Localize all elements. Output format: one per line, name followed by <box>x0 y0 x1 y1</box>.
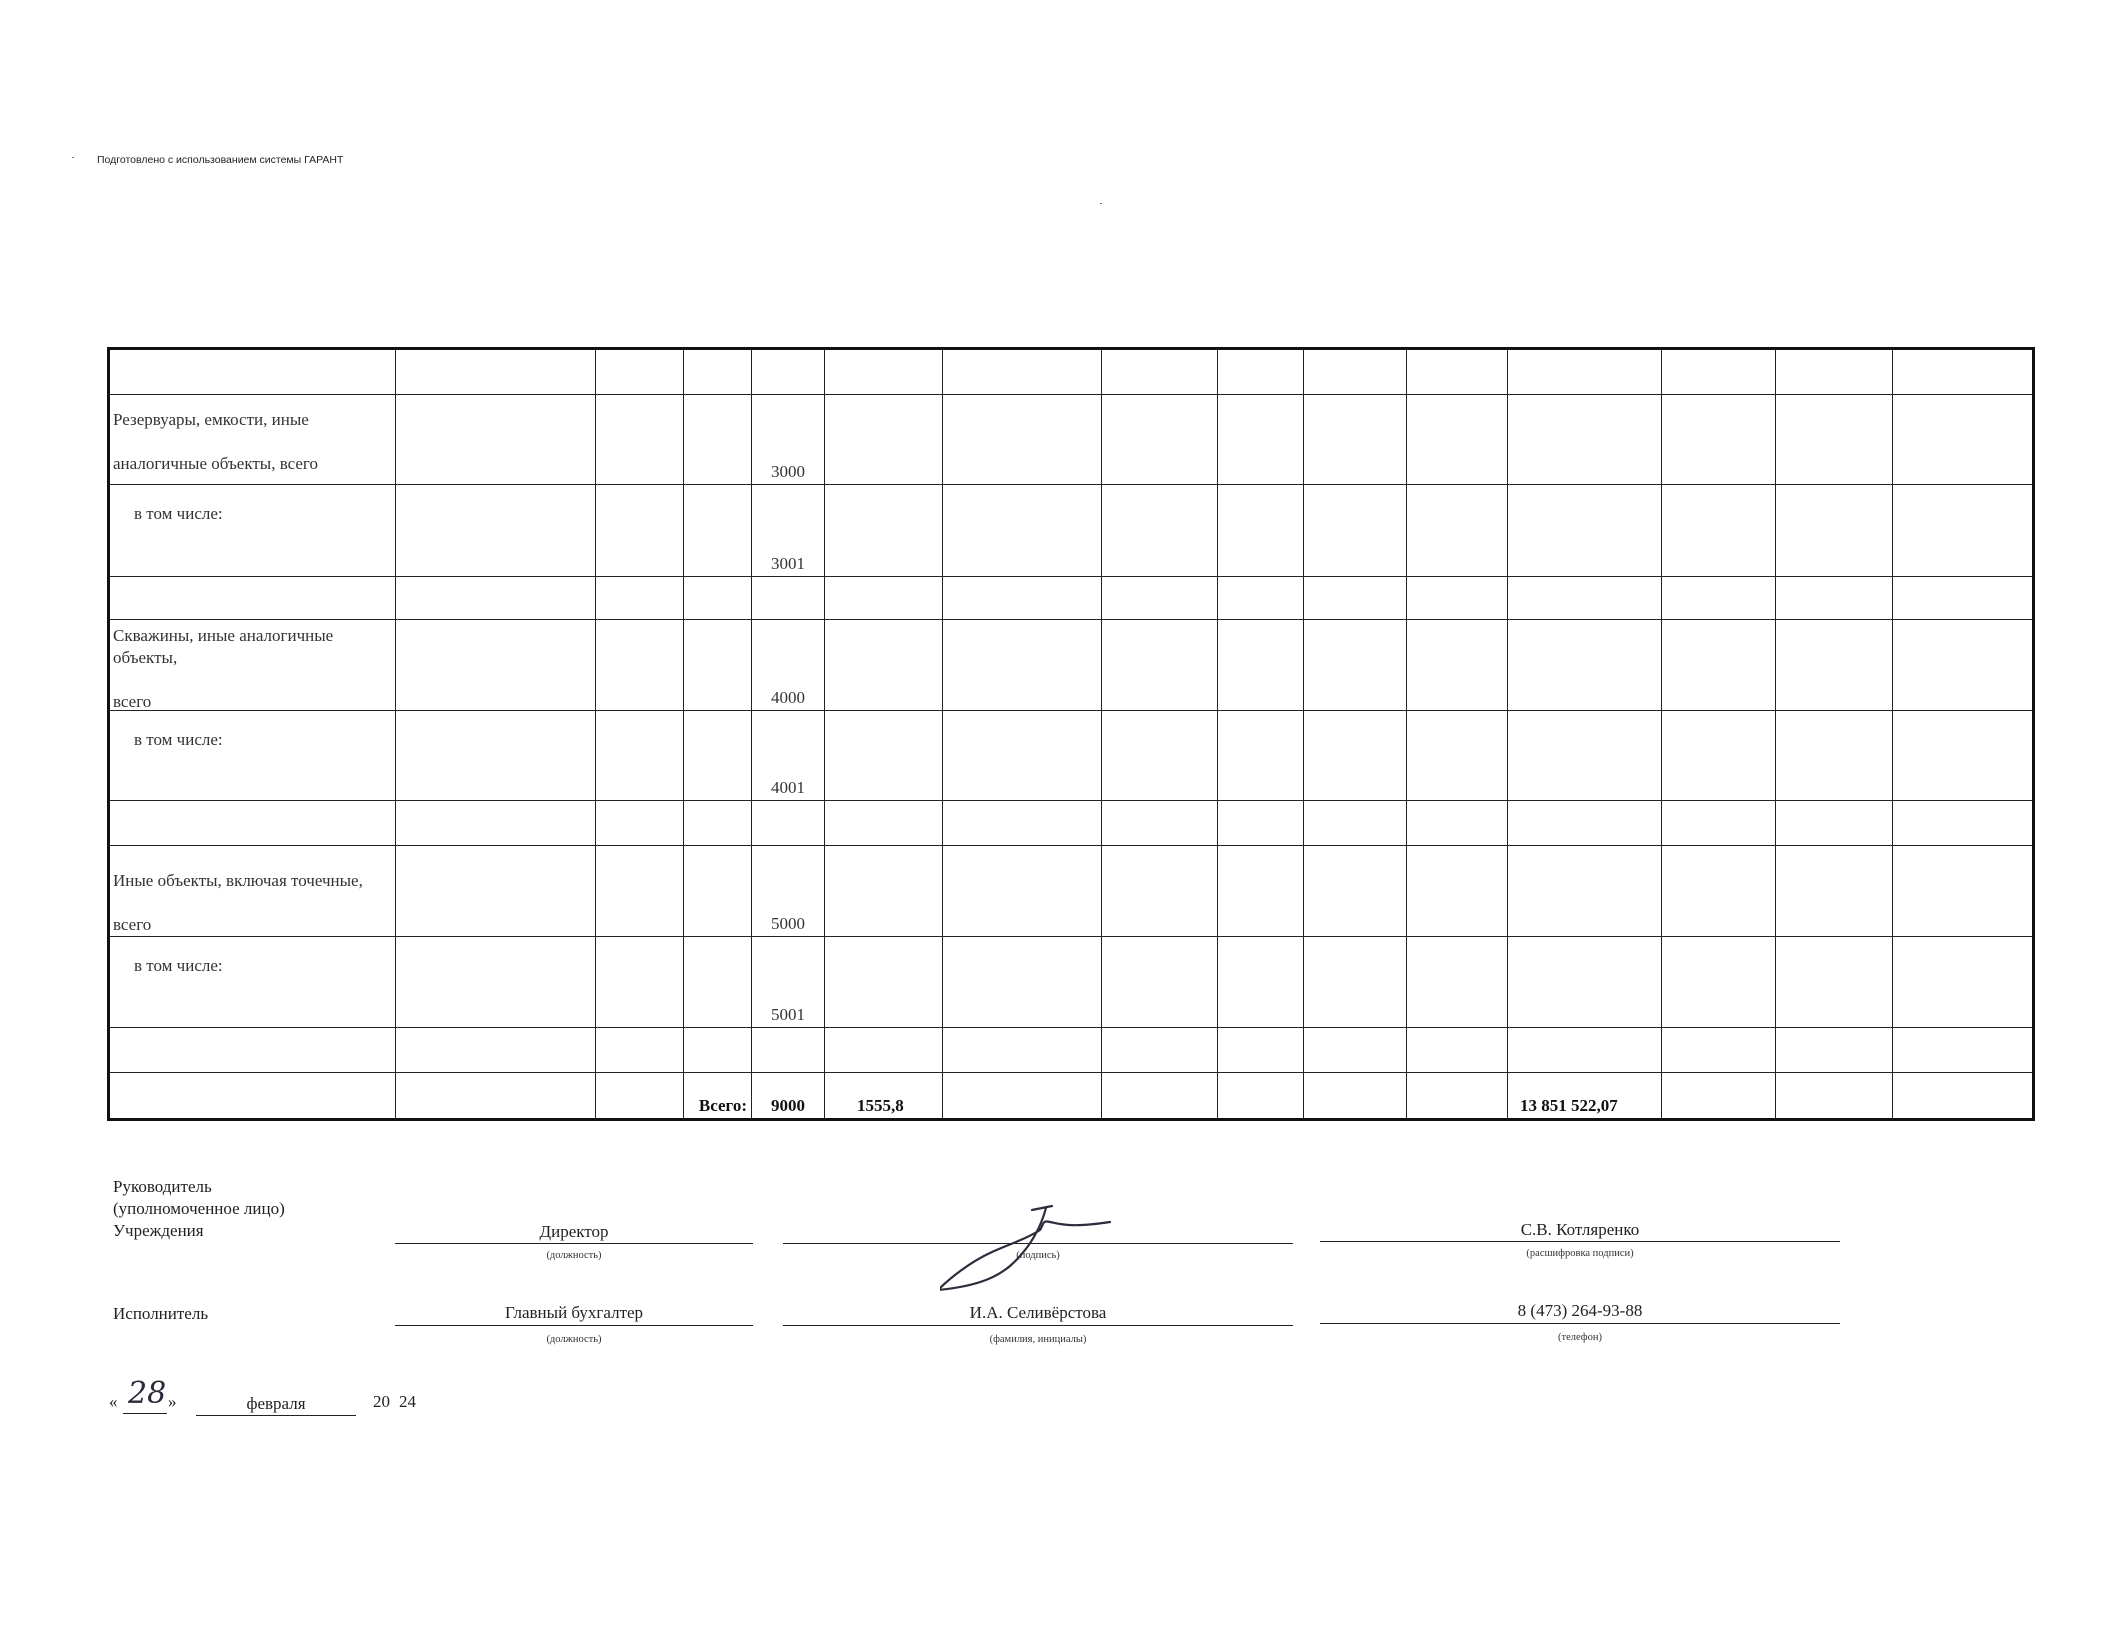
row-code: 5001 <box>771 1005 805 1024</box>
objects-table <box>107 347 2035 1121</box>
row-name: объекты, <box>113 648 178 667</box>
executor-position-line <box>395 1325 753 1326</box>
head-label: Руководитель (уполномоченное лицо) Учреждения <box>113 1177 285 1240</box>
row-name: аналогичные объекты, всего <box>113 454 318 473</box>
row-name: Резервуары, емкости, иные <box>113 410 309 429</box>
scan-speck <box>72 157 74 158</box>
head-position-value: Директор <box>539 1222 609 1241</box>
executor-name-value: И.А. Селивёрстова <box>969 1303 1107 1322</box>
total-amount: 13 851 522,07 <box>1520 1096 1618 1115</box>
table-row <box>109 485 2034 577</box>
table-row <box>109 577 2034 620</box>
date-day: 28 <box>128 1376 167 1411</box>
date-year-prefix: 20 <box>373 1392 390 1411</box>
date-year: 24 <box>399 1392 416 1411</box>
executor-phone-value: 8 (473) 264-93-88 <box>1517 1301 1643 1320</box>
scan-speck <box>1100 203 1102 204</box>
row-code: 4001 <box>771 778 805 797</box>
executor-name-line <box>783 1325 1293 1326</box>
row-name: Скважины, иные аналогичные <box>113 626 334 645</box>
row-name: всего <box>113 692 152 711</box>
date-open-quote: « <box>109 1392 118 1411</box>
total-row <box>109 1073 2034 1120</box>
row-code: 5000 <box>771 914 805 933</box>
table-row <box>109 349 2034 395</box>
total-code: 9000 <box>771 1096 805 1115</box>
row-code: 3001 <box>771 554 805 573</box>
executor-phone-caption: (телефон) <box>1558 1332 1602 1343</box>
executor-label: Исполнитель <box>113 1304 209 1323</box>
table-row <box>109 711 2034 801</box>
head-name-value: С.В. Котляренко <box>1520 1220 1640 1239</box>
handwritten-signature-icon <box>940 1200 1120 1300</box>
row-name: в том числе: <box>134 730 223 749</box>
executor-position-value: Главный бухгалтер <box>504 1303 644 1322</box>
executor-position-caption: (должность) <box>546 1334 602 1345</box>
row-name: Иные объекты, включая точечные, <box>113 871 363 890</box>
head-signature-caption: (подпись) <box>1016 1250 1060 1261</box>
row-name: в том числе: <box>134 504 223 523</box>
row-code: 3000 <box>771 462 805 481</box>
table-row <box>109 620 2034 711</box>
table-row <box>109 937 2034 1028</box>
table-row <box>109 801 2034 846</box>
head-position-caption: (должность) <box>546 1250 602 1261</box>
date-month-line <box>196 1415 356 1416</box>
date-month: февраля <box>246 1394 306 1413</box>
date-close-quote: » <box>168 1392 177 1411</box>
table-row <box>109 846 2034 937</box>
head-name-line <box>1320 1241 1840 1242</box>
total-label: Всего: <box>698 1096 747 1115</box>
executor-name-caption: (фамилия, инициалы) <box>989 1334 1087 1345</box>
date-day-line <box>123 1413 167 1414</box>
row-name: в том числе: <box>134 956 223 975</box>
row-code: 4000 <box>771 688 805 707</box>
table-row <box>109 1028 2034 1073</box>
table-row <box>109 395 2034 485</box>
row-name: всего <box>113 915 152 934</box>
garant-header: Подготовлено с использованием системы ГАРАНТ <box>97 154 344 166</box>
head-name-caption: (расшифровка подписи) <box>1526 1248 1634 1259</box>
total-area: 1555,8 <box>857 1096 904 1115</box>
head-position-line <box>395 1243 753 1244</box>
executor-phone-line <box>1320 1323 1840 1324</box>
